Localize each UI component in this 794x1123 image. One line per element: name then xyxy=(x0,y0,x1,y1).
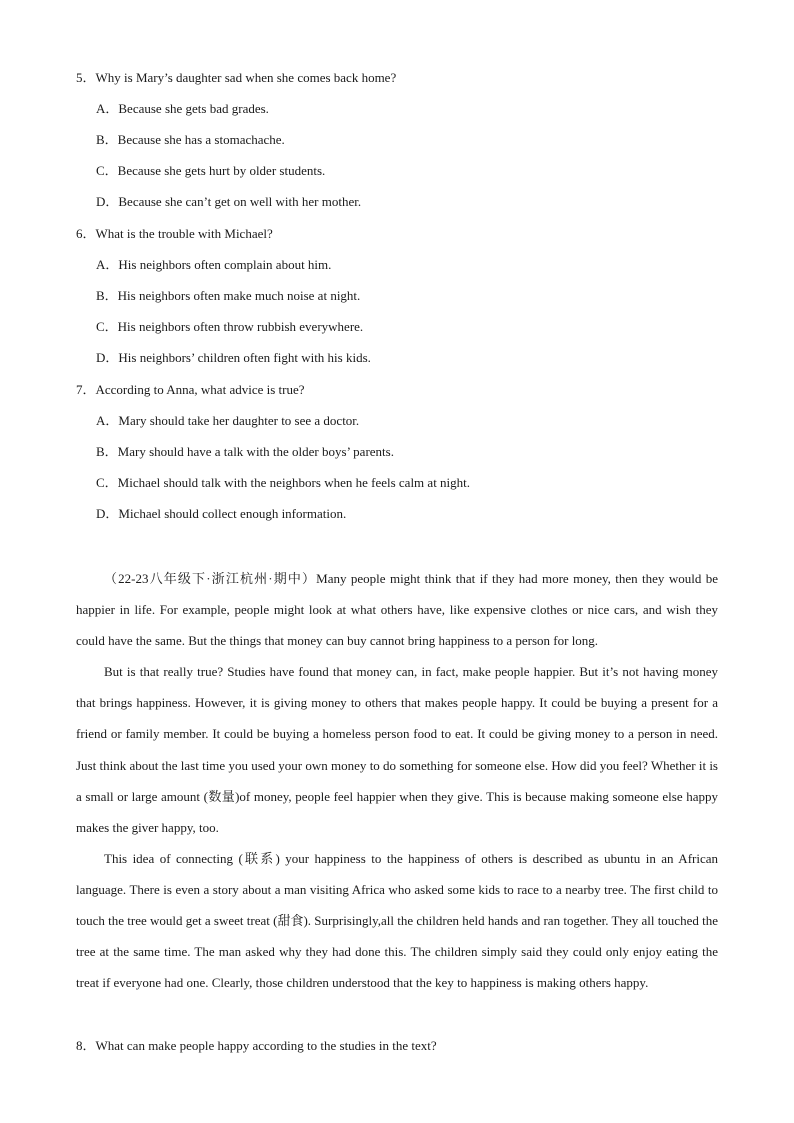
question-5-option-b: B．Because she has a stomachache. xyxy=(96,132,285,147)
question-5-option-a: A．Because she gets bad grades. xyxy=(96,101,269,116)
question-7-option-a: A．Mary should take her daughter to see a doctor. xyxy=(96,413,360,428)
question-7-option-b: B．Mary should have a talk with the older boys’ parents. xyxy=(96,444,394,459)
reading-passage xyxy=(76,563,718,998)
question-6-option-d: D．His neighbors’ children often fight with his kids. xyxy=(96,350,371,365)
question-7-stem: 7．According to Anna, what advice is true? xyxy=(76,382,305,397)
question-6-option-b: B．His neighbors often make much noise at night. xyxy=(96,288,361,303)
question-7-option-d: D．Michael should collect enough information. xyxy=(96,506,347,521)
question-6-stem: 6．What is the trouble with Michael? xyxy=(76,226,273,241)
passage-paragraph-3: This idea of connecting (联系) your happiness to the happiness of others is described as ubuntu in an African language. There is even a story about a man visiting Africa who asked some kids to race to a nearby tree. The first child to touch the tree would get a sweet treat (甜食). Surprisingly,all the children held hands and ran together. They all touched the tree at the same time. The man asked why they had done this. The children simply said they could only enjoy eating the treat if everyone had one. Clearly, those children understood that the key to happiness is making others happy. xyxy=(76,850,718,991)
question-5-option-c: C．Because she gets hurt by older students. xyxy=(96,163,326,178)
passage-paragraph-1: （22-23八年级下·浙江杭州·期中）Many people might think that if they had more money, then they would be happier in life. For example, people might look at what others have, like expensive clothes or nice cars, and wish they could have the same. But the things that money can buy cannot bring happiness to a person for long. xyxy=(76,571,718,649)
question-7-option-c: C．Michael should talk with the neighbors when he feels calm at night. xyxy=(96,475,471,490)
question-6-option-a: A．His neighbors often complain about him. xyxy=(96,257,332,272)
question-5-stem: 5．Why is Mary’s daughter sad when she comes back home? xyxy=(76,70,397,85)
question-6-option-c: C．His neighbors often throw rubbish everywhere. xyxy=(96,319,364,334)
question-5-option-d: D．Because she can’t get on well with her mother. xyxy=(96,194,362,209)
question-8-stem: 8．What can make people happy according to the studies in the text? xyxy=(76,1038,437,1053)
passage-paragraph-2: But is that really true? Studies have found that money can, in fact, make people happier. But it’s not having money that brings happiness. However, it is giving money to others that makes people happy. It could be buying a present for a friend or family member. It could be buying a homeless person food to eat. It could be giving money to a person in need. Just think about the last time you used your own money to do something for someone else. How did you feel? Whether it is a small or large amount (数量)of money, people feel happier when they give. This is because making someone else happy makes the giver happy, too. xyxy=(76,664,718,835)
